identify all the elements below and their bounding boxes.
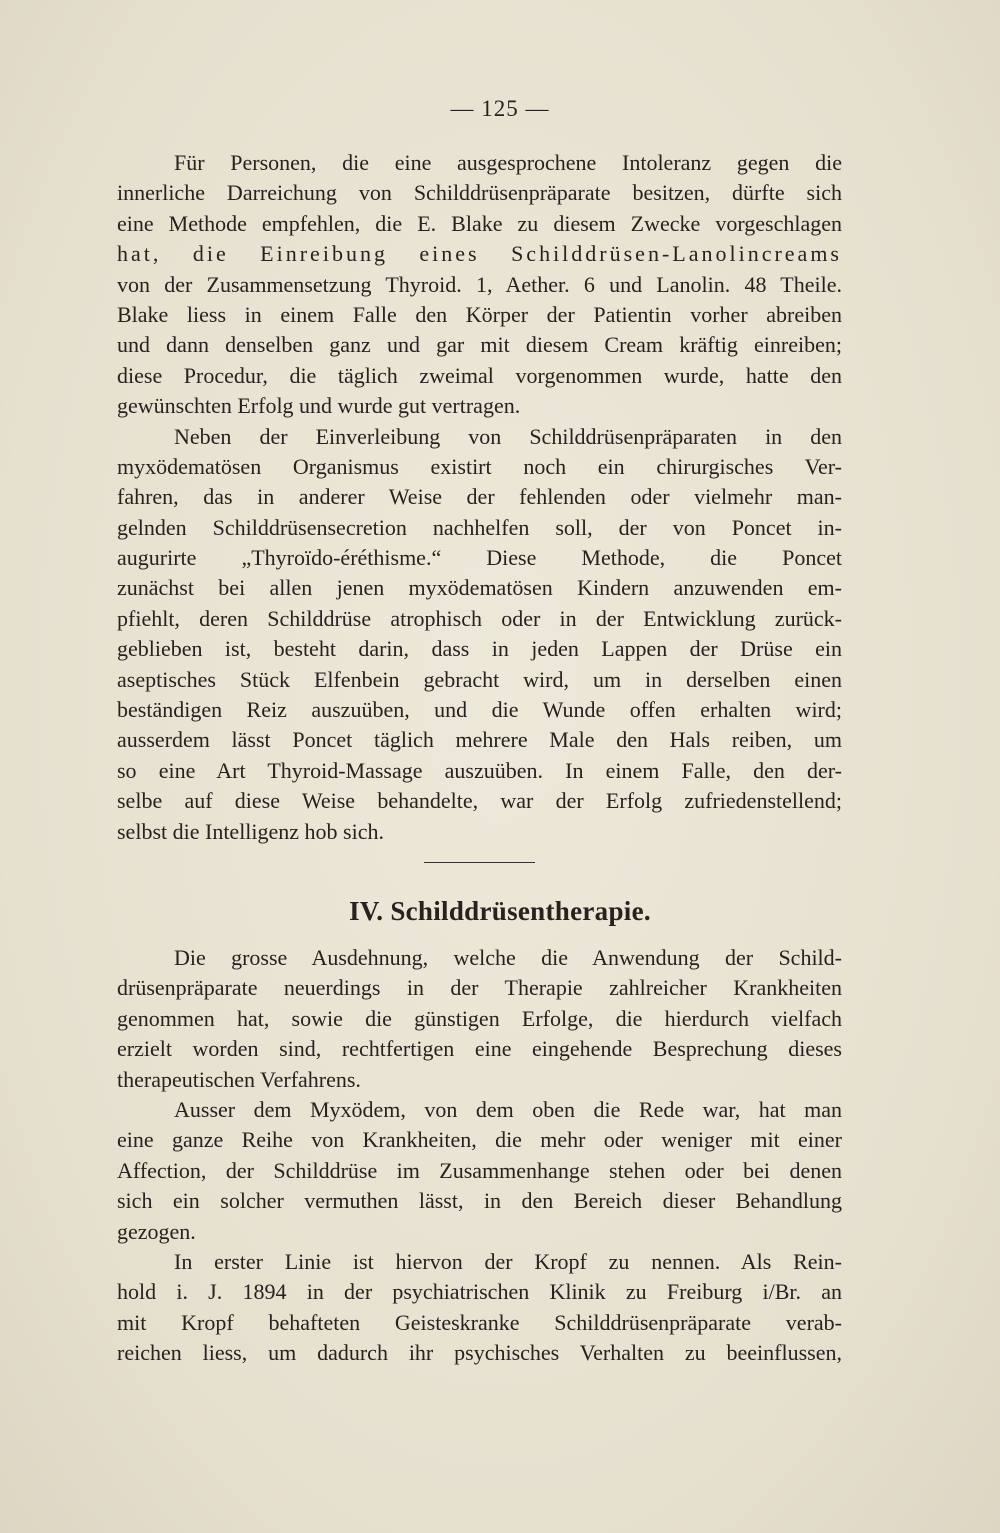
text-line: Für Personen, die eine ausgesprochene Intoleranz gegen die xyxy=(174,150,842,175)
text-line: sich ein solcher vermuthen lässt, in den Bereich dieser Behandlung xyxy=(117,1188,842,1214)
text-line: reichen liess, um dadurch ihr psychisches Verhalten zu beeinflussen, xyxy=(117,1340,842,1366)
text-line: beständigen Reiz auszuüben, und die Wunde offen erhalten wird; xyxy=(117,697,842,723)
text-line: aseptisches Stück Elfenbein gebracht wird, um in derselben einen xyxy=(117,666,842,692)
text-line: zunächst bei allen jenen myxödematösen Kindern anzuwenden em- xyxy=(117,575,842,601)
text-line: hat, die Einreibung eines Schilddrüsen-Lanolincreams xyxy=(117,241,842,267)
page-number: — 125 — xyxy=(450,96,550,121)
text-line: therapeutischen Verfahrens. xyxy=(117,1066,361,1092)
text-line: gezogen. xyxy=(117,1218,196,1244)
text-line: Neben der Einverleibung von Schilddrüsenpräparaten in den xyxy=(174,423,842,449)
text-line: genommen hat, sowie die günstigen Erfolge, die hierdurch vielfach xyxy=(117,1005,842,1031)
text-line: und dann denselben ganz und gar mit diesem Cream kräftig einreiben; xyxy=(117,332,842,358)
text-line: Blake liess in einem Falle den Körper der Patientin vorher abreiben xyxy=(117,301,842,327)
text-line: In erster Linie ist hiervon der Kropf zu nennen. Als Rein- xyxy=(174,1248,842,1274)
text-line: myxödematösen Organismus existirt noch ein chirurgisches Ver- xyxy=(117,453,842,479)
text-line: diese Procedur, die täglich zweimal vorgenommen wurde, hatte den xyxy=(117,362,842,388)
text-line: augurirte „Thyroïdo-éréthisme.“ Diese Methode, die Poncet xyxy=(117,545,842,571)
text-line: Ausser dem Myxödem, von dem oben die Rede war, hat man xyxy=(174,1096,842,1122)
text-line: drüsenpräparate neuerdings in der Therapie zahlreicher Krankheiten xyxy=(117,975,842,1001)
text-line: von der Zusammensetzung Thyroid. 1, Aether. 6 und Lanolin. 48 Theile. xyxy=(117,271,842,297)
text-line: eine ganze Reihe von Krankheiten, die mehr oder weniger mit einer xyxy=(117,1127,842,1153)
text-line: innerliche Darreichung von Schilddrüsenpräparate besitzen, dürfte sich xyxy=(117,180,842,206)
text-line: Affection, der Schilddrüse im Zusammenhange stehen oder bei denen xyxy=(117,1157,842,1183)
text-line: gewünschten Erfolg und wurde gut vertragen. xyxy=(117,393,521,419)
text-line: selbe auf diese Weise behandelte, war der Erfolg zufriedenstellend; xyxy=(117,788,842,814)
text-line: selbst die Intelligenz hob sich. xyxy=(117,818,384,844)
text-line: eine Methode empfehlen, die E. Blake zu diesem Zwecke vorgeschlagen xyxy=(117,210,842,236)
text-line: mit Kropf behafteten Geisteskranke Schilddrüsenpräparate verab- xyxy=(117,1309,842,1335)
text-line: fahren, das in anderer Weise der fehlenden oder vielmehr man- xyxy=(117,484,842,510)
text-line: ausserdem lässt Poncet täglich mehrere Male den Hals reiben, um xyxy=(117,727,842,753)
text-block-thyroid-therapy xyxy=(117,943,842,1368)
text-line: so eine Art Thyroid-Massage auszuüben. In einem Falle, den der- xyxy=(117,757,842,783)
text-line: geblieben ist, besteht darin, dass in jeden Lappen der Drüse ein xyxy=(117,636,842,662)
text-block-thyroid-inunction xyxy=(117,148,842,847)
text-line: pfiehlt, deren Schilddrüse atrophisch oder in der Entwicklung zurück- xyxy=(117,605,842,631)
text-line: gelnden Schilddrüsensecretion nachhelfen soll, der von Poncet in- xyxy=(117,514,842,540)
text-line: hold i. J. 1894 in der psychiatrischen Klinik zu Freiburg i/Br. an xyxy=(117,1279,842,1305)
text-line: Die grosse Ausdehnung, welche die Anwendung der Schild- xyxy=(174,945,842,970)
section-divider xyxy=(424,862,535,863)
text-line: erzielt worden sind, rechtfertigen eine eingehende Besprechung dieses xyxy=(117,1036,842,1062)
section-heading: IV. Schilddrüsentherapie. xyxy=(349,896,651,926)
